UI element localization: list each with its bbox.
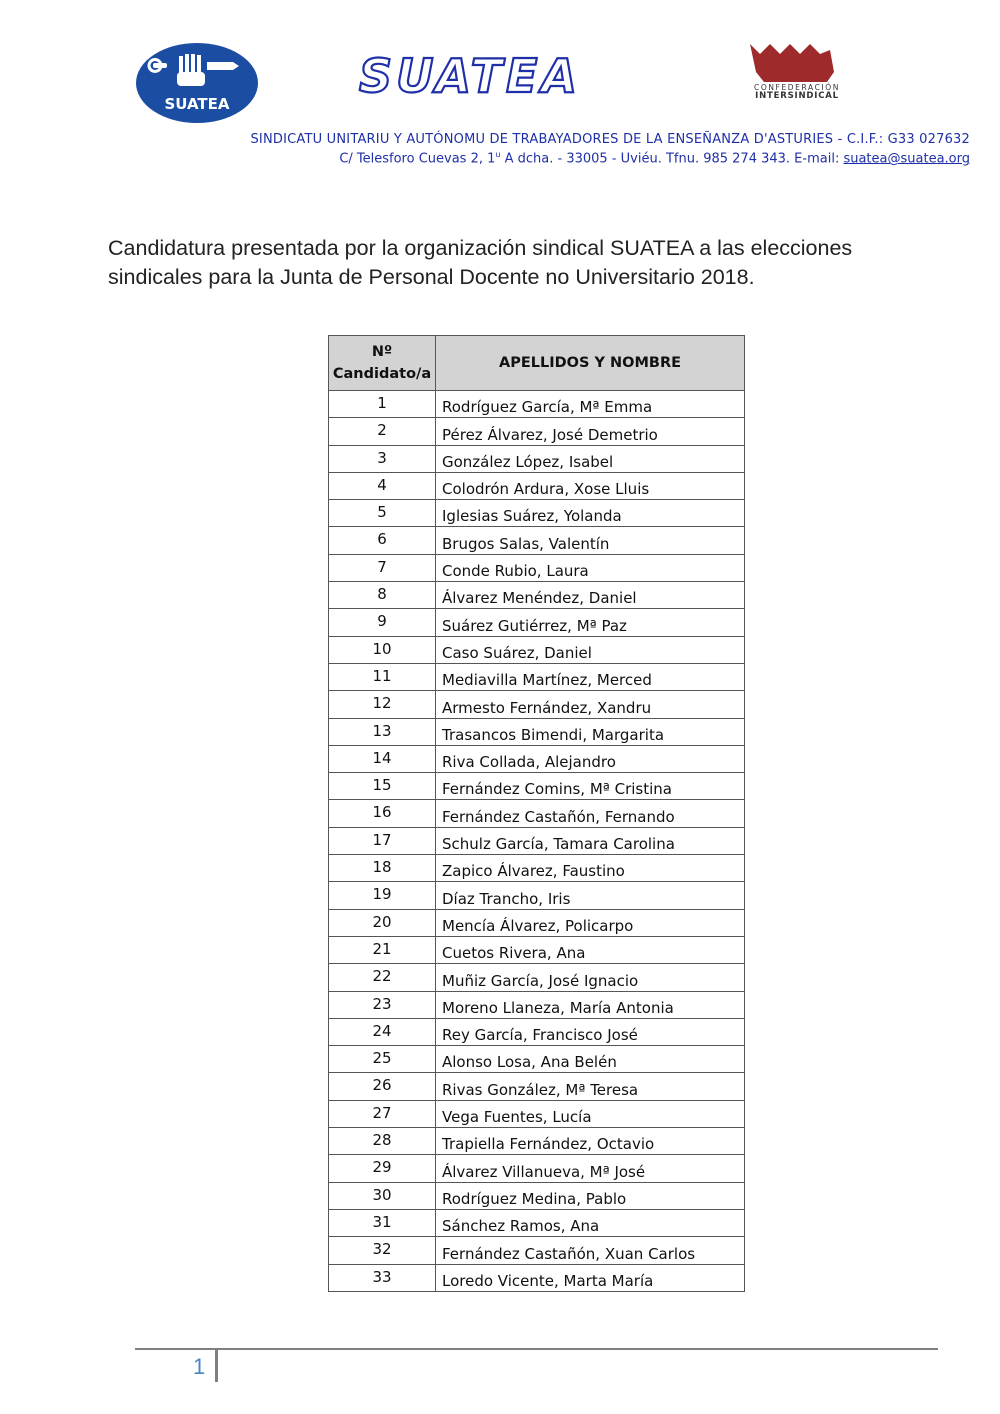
col-num-line2: Candidato/a	[332, 366, 432, 382]
candidate-number: 2	[329, 418, 436, 445]
candidate-number: 25	[329, 1046, 436, 1073]
table-row	[329, 964, 745, 991]
table-row	[329, 391, 745, 418]
candidate-number: 31	[329, 1209, 436, 1236]
candidate-name: Brugos Salas, Valentín	[436, 527, 745, 554]
table-row	[329, 1209, 745, 1236]
table-row	[329, 773, 745, 800]
candidate-name: Loredo Vicente, Marta María	[436, 1264, 745, 1291]
table-row	[329, 718, 745, 745]
header-org-line: SINDICATU UNITARIU Y AUTÓNOMU DE TRABAYADORES DE LA ENSEÑANZA D'ASTURIES - C.I.F.: G33 027632	[250, 132, 970, 147]
footer-tick	[215, 1348, 218, 1382]
table-row	[329, 609, 745, 636]
table-row	[329, 663, 745, 690]
candidate-number: 30	[329, 1182, 436, 1209]
oval-logo-text: SUATEA	[164, 95, 230, 113]
candidate-number: 13	[329, 718, 436, 745]
table-row	[329, 554, 745, 581]
table-row	[329, 1128, 745, 1155]
table-row	[329, 745, 745, 772]
candidate-name: Conde Rubio, Laura	[436, 554, 745, 581]
candidate-name: Schulz García, Tamara Carolina	[436, 827, 745, 854]
candidate-number: 17	[329, 827, 436, 854]
table-row	[329, 1018, 745, 1045]
candidate-name: Suárez Gutiérrez, Mª Paz	[436, 609, 745, 636]
candidate-number: 16	[329, 800, 436, 827]
table-row	[329, 1237, 745, 1264]
table-row	[329, 827, 745, 854]
table-row	[329, 936, 745, 963]
candidate-number: 15	[329, 773, 436, 800]
table-row	[329, 500, 745, 527]
candidate-name: Álvarez Villanueva, Mª José	[436, 1155, 745, 1182]
candidate-name: Colodrón Ardura, Xose Lluis	[436, 472, 745, 499]
suatea-oval-logo	[135, 42, 259, 124]
table-row	[329, 909, 745, 936]
intersindical-text	[742, 84, 852, 101]
candidate-name: Trapiella Fernández, Octavio	[436, 1128, 745, 1155]
candidate-number: 33	[329, 1264, 436, 1291]
table-row	[329, 636, 745, 663]
table-row	[329, 1046, 745, 1073]
table-row	[329, 691, 745, 718]
candidate-number: 1	[329, 391, 436, 418]
candidate-name: Sánchez Ramos, Ana	[436, 1209, 745, 1236]
table-header-row	[329, 336, 745, 391]
candidate-number: 4	[329, 472, 436, 499]
candidate-number: 20	[329, 909, 436, 936]
col-header-number	[329, 336, 436, 391]
candidate-number: 32	[329, 1237, 436, 1264]
address-part1: C/ Telesforo Cuevas 2, 1	[339, 151, 496, 167]
candidate-number: 23	[329, 991, 436, 1018]
table-row	[329, 445, 745, 472]
candidate-number: 27	[329, 1100, 436, 1127]
table-row	[329, 1264, 745, 1291]
candidate-number: 12	[329, 691, 436, 718]
address-sup: u	[495, 150, 501, 159]
candidate-number: 10	[329, 636, 436, 663]
candidate-number: 6	[329, 527, 436, 554]
candidate-name: Riva Collada, Alejandro	[436, 745, 745, 772]
candidate-number: 26	[329, 1073, 436, 1100]
candidate-name: Rey García, Francisco José	[436, 1018, 745, 1045]
email-link[interactable]: suatea@suatea.org	[843, 151, 970, 167]
candidate-name: Alonso Losa, Ana Belén	[436, 1046, 745, 1073]
table-row	[329, 1155, 745, 1182]
table-row	[329, 1182, 745, 1209]
candidate-number: 21	[329, 936, 436, 963]
header-address-line	[0, 150, 970, 166]
candidate-name: Díaz Trancho, Iris	[436, 882, 745, 909]
page-number: 1	[193, 1354, 206, 1379]
table-row	[329, 882, 745, 909]
candidate-name: Fernández Castañón, Xuan Carlos	[436, 1237, 745, 1264]
candidate-number: 11	[329, 663, 436, 690]
table-row	[329, 527, 745, 554]
address-part2: A dcha. - 33005 - Uviéu. Tfnu. 985 274 343. E-mail:	[500, 151, 844, 167]
candidate-name: Rodríguez García, Mª Emma	[436, 391, 745, 418]
candidate-name: Moreno Llaneza, María Antonia	[436, 991, 745, 1018]
table-row	[329, 800, 745, 827]
candidate-name: Armesto Fernández, Xandru	[436, 691, 745, 718]
candidate-number: 24	[329, 1018, 436, 1045]
table-row	[329, 582, 745, 609]
candidate-name: González López, Isabel	[436, 445, 745, 472]
candidate-number: 18	[329, 855, 436, 882]
table-row	[329, 1100, 745, 1127]
candidate-number: 9	[329, 609, 436, 636]
candidate-name: Vega Fuentes, Lucía	[436, 1100, 745, 1127]
candidate-name: Álvarez Menéndez, Daniel	[436, 582, 745, 609]
candidate-name: Pérez Álvarez, José Demetrio	[436, 418, 745, 445]
candidate-number: 29	[329, 1155, 436, 1182]
candidate-name: Mencía Álvarez, Policarpo	[436, 909, 745, 936]
document-heading: Candidatura presentada por la organización sindical SUATEA a las elecciones sindicales para la Junta de Personal Docente no Universitario 2018.	[108, 236, 853, 289]
table-row	[329, 991, 745, 1018]
ci-line2: INTERSINDICAL	[755, 90, 839, 101]
table-row	[329, 855, 745, 882]
candidate-number: 5	[329, 500, 436, 527]
candidate-name: Mediavilla Martínez, Merced	[436, 663, 745, 690]
candidate-number: 28	[329, 1128, 436, 1155]
candidate-name: Caso Suárez, Daniel	[436, 636, 745, 663]
candidate-name: Rodríguez Medina, Pablo	[436, 1182, 745, 1209]
col-num-line1: Nº	[371, 344, 393, 360]
candidate-number: 19	[329, 882, 436, 909]
col-header-name: APELLIDOS Y NOMBRE	[436, 336, 745, 391]
suatea-wordmark	[307, 54, 633, 100]
candidate-name: Trasancos Bimendi, Margarita	[436, 718, 745, 745]
table-body	[329, 391, 745, 1292]
candidate-number: 3	[329, 445, 436, 472]
candidate-name: Zapico Álvarez, Faustino	[436, 855, 745, 882]
footer-rule	[135, 1348, 938, 1350]
candidate-name: Cuetos Rivera, Ana	[436, 936, 745, 963]
table-row	[329, 418, 745, 445]
table-row	[329, 1073, 745, 1100]
candidate-name: Fernández Comins, Mª Cristina	[436, 773, 745, 800]
candidate-name: Muñiz García, José Ignacio	[436, 964, 745, 991]
candidate-number: 8	[329, 582, 436, 609]
wordmark-text: SUATEA	[358, 54, 582, 100]
candidate-number: 7	[329, 554, 436, 581]
candidate-name: Rivas González, Mª Teresa	[436, 1073, 745, 1100]
candidate-name: Fernández Castañón, Fernando	[436, 800, 745, 827]
table-row	[329, 472, 745, 499]
candidate-number: 14	[329, 745, 436, 772]
candidates-table	[328, 335, 745, 1292]
candidate-name: Iglesias Suárez, Yolanda	[436, 500, 745, 527]
candidate-number: 22	[329, 964, 436, 991]
ci-line1: CONFEDERACIÓN	[754, 83, 840, 92]
